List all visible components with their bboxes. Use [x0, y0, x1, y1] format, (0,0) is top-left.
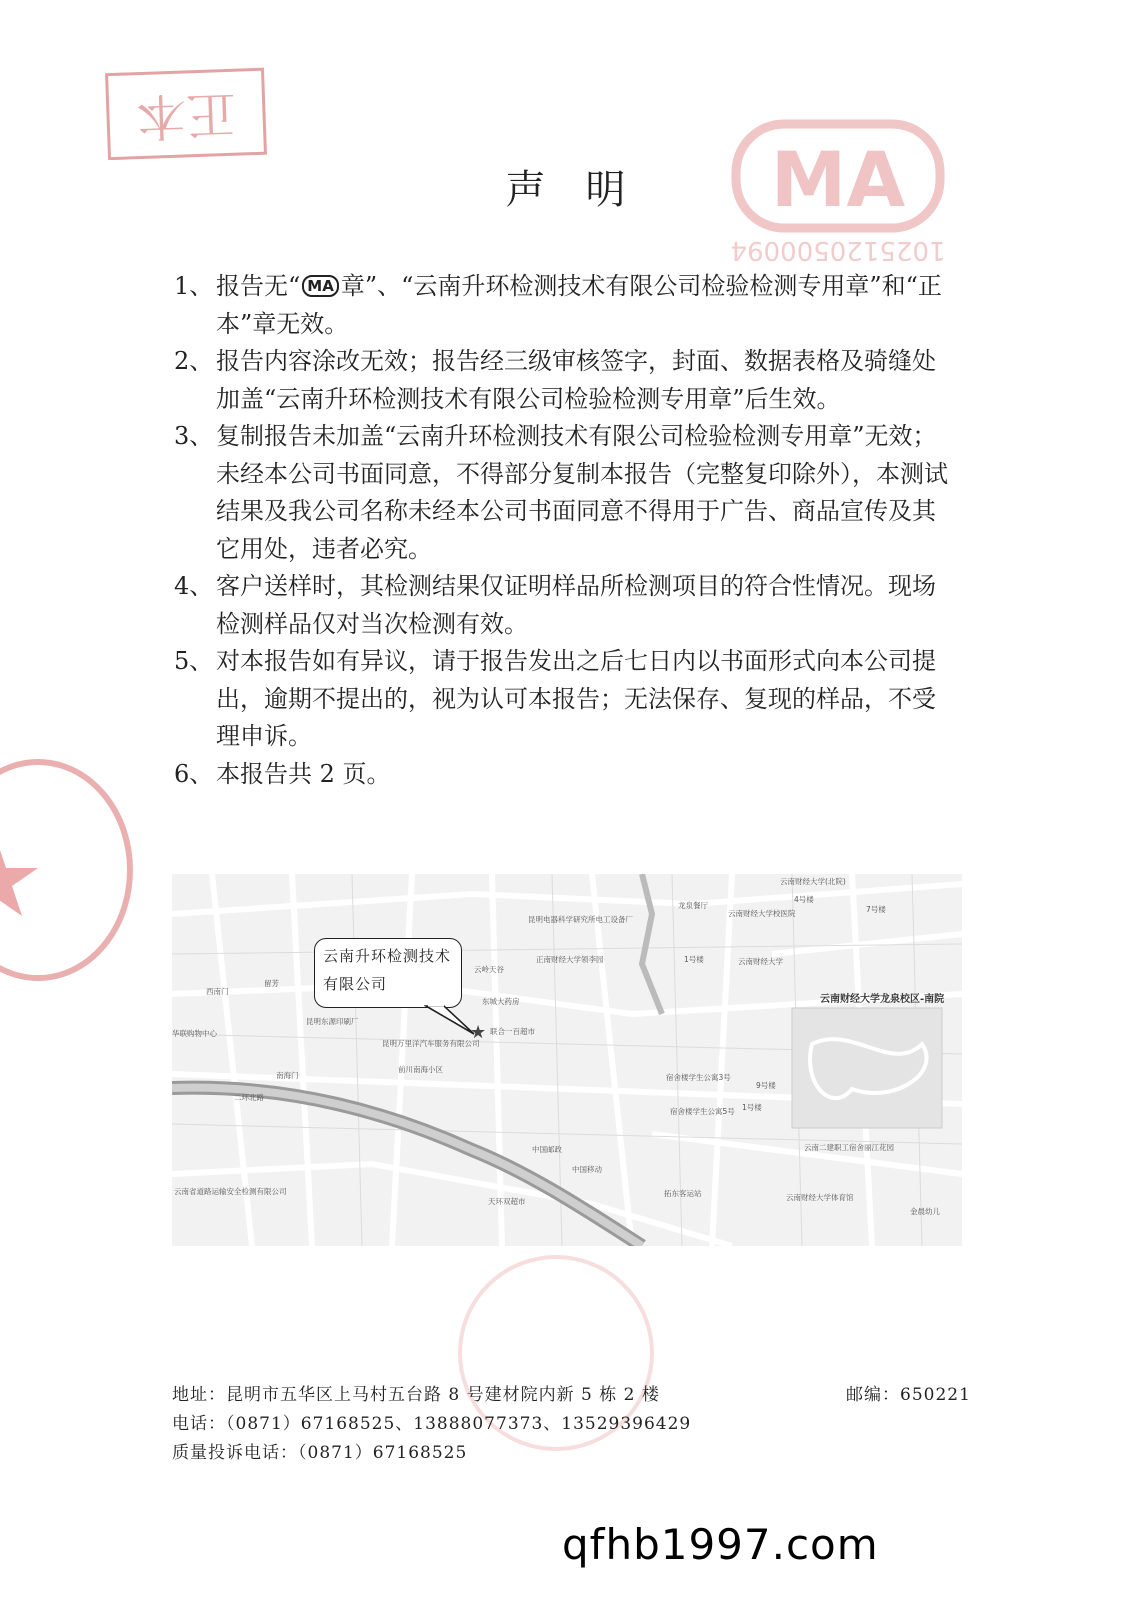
map-label: 联合一百超市: [490, 1027, 535, 1036]
statement-item: [174, 568, 954, 643]
map-streets: [172, 874, 962, 1246]
map-label: 云岭天谷: [474, 965, 504, 974]
map-label: 金晨幼儿: [910, 1207, 940, 1216]
svg-text:1025120500094: 1025120500094: [730, 235, 946, 265]
item-number: 3、: [174, 422, 214, 450]
footer-address: 地址：昆明市五华区上马村五台路 8 号建材院内新 5 栋 2 楼: [172, 1385, 660, 1405]
item-number: 6、: [174, 759, 214, 788]
map-label: 前川南海小区: [398, 1065, 443, 1074]
website-watermark: qfhb1997.com: [562, 1520, 879, 1569]
item-number: 4、: [174, 572, 214, 600]
item-text: 对本报告如有异议，请于报告发出之后七日内以书面形式向本公司提出，逾期不提出的，视为认可本报告；无法保存、复现的样品，不受理申诉。: [216, 647, 936, 750]
map-label: 4号楼: [794, 895, 814, 904]
map-label: 留芳: [264, 979, 279, 988]
map-label: 宿舍楼学生公寓5号: [670, 1107, 735, 1116]
map-label: 宿舍楼学生公寓3号: [666, 1073, 731, 1082]
svg-text:正本: 正本: [135, 84, 238, 146]
footer-phone: 电话：（0871）67168525、13888077373、13529396429: [172, 1414, 692, 1434]
footer-complaint-phone: 质量投诉电话：（0871）67168525: [172, 1443, 468, 1463]
map-label: 云南财经大学龙泉校区-南院: [820, 994, 945, 1005]
map-label: 二环北路: [234, 1093, 264, 1102]
location-map: [172, 874, 962, 1246]
ma-logo-icon: MA: [302, 275, 339, 297]
company-seal-stamp: [0, 752, 148, 988]
map-label: 西南门: [206, 987, 229, 996]
map-label: 云南财经大学体育馆: [786, 1193, 854, 1202]
map-label: 拓东客运站: [664, 1189, 702, 1198]
map-label: 中国移动: [572, 1165, 602, 1174]
map-label: 华联购物中心: [172, 1029, 217, 1038]
statement-item: [174, 756, 954, 794]
map-label: 龙泉餐厅: [678, 901, 708, 910]
item-text-post: 章”、“云南升环检测技术有限公司检验检测专用章”和“正本”章无效。: [216, 272, 942, 338]
map-label: 1号楼: [684, 955, 704, 964]
map-label: 中国邮政: [532, 1145, 562, 1154]
map-label: 南海门: [276, 1071, 299, 1080]
map-label: 7号楼: [866, 905, 886, 914]
original-copy-stamp: [104, 66, 270, 160]
map-label: 正南财经大学领李园: [536, 955, 604, 964]
item-number: 5、: [174, 647, 214, 675]
item-text: 报告内容涂改无效；报告经三级审核签字，封面、数据表格及骑缝处加盖“云南升环检测技术有限公司检验检测专用章”后生效。: [216, 347, 936, 413]
map-label: 云南财经大学(北院): [780, 877, 846, 886]
map-label: 昆明电器科学研究所电工设备厂: [528, 915, 633, 924]
item-number: 1、: [174, 272, 214, 300]
statement-item: [174, 343, 954, 418]
statement-item: [174, 643, 954, 756]
map-label: 东城大药房: [482, 997, 520, 1006]
svg-text:MA: MA: [770, 135, 906, 224]
map-label: 9号楼: [756, 1081, 776, 1090]
map-label: 云南财经大学: [738, 957, 783, 966]
location-star-icon: ★: [470, 1022, 487, 1043]
item-text: 复制报告未加盖“云南升环检测技术有限公司检验检测专用章”无效；未经本公司书面同意，不得部分复制本报告（完整复印除外），本测试结果及我公司名称未经本公司书面同意不得用于广告、商品宣传及其它用处，违者必究。: [216, 422, 948, 563]
map-label: 昆明东源印刷厂: [306, 1017, 359, 1026]
item-text: 客户送样时，其检测结果仅证明样品所检测项目的符合性情况。现场检测样品仅对当次检测有效。: [216, 572, 936, 638]
statement-list: [174, 268, 954, 793]
page-title: 声明: [505, 167, 666, 213]
company-callout: 云南升环检测技术有限公司: [314, 938, 462, 1008]
item-text-pre: 报告无“: [216, 272, 301, 300]
statement-item: [174, 268, 954, 343]
statement-item: [174, 418, 954, 568]
footer-postcode: 邮编：650221: [846, 1385, 971, 1405]
map-label: 云南省道路运输安全检测有限公司: [174, 1187, 287, 1196]
item-number: 2、: [174, 347, 214, 375]
map-label: 1号楼: [742, 1103, 762, 1112]
item-text: [216, 268, 954, 343]
map-label: 云南财经大学校医院: [728, 909, 796, 918]
map-label: 天环双超市: [488, 1197, 526, 1206]
map-label: 昆明万里洋汽车服务有限公司: [382, 1039, 480, 1048]
map-label: 云南二建职工宿舍丽江花园: [804, 1143, 894, 1152]
item-text: 本报告共 2 页。: [216, 759, 391, 788]
